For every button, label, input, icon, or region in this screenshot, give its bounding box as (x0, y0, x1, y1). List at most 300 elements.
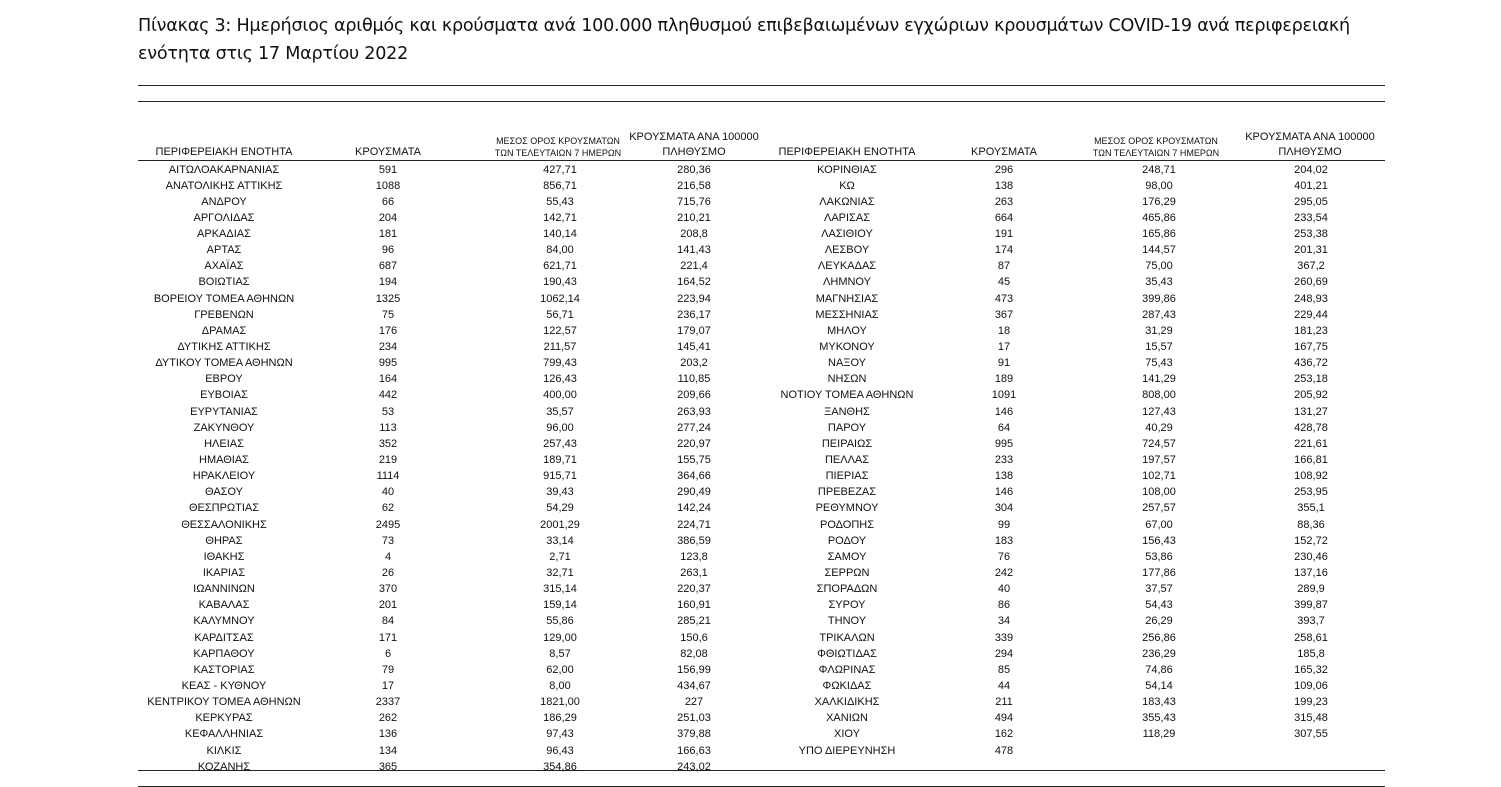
cases-cell: 995 (378, 357, 398, 370)
region-cell: ΑΙΤΩΛΟΑΚΑΡΝΑΝΙΑΣ (168, 163, 280, 176)
right-table-row (0, 307, 1501, 323)
region-cell: ΛΕΥΚΑΔΑΣ (817, 260, 877, 273)
cases-cell: 79 (381, 663, 395, 676)
right-table-row (0, 500, 1501, 516)
per100k-cell: 156,99 (677, 663, 711, 676)
right-table-row (0, 226, 1501, 242)
avg-cell: 621,71 (543, 260, 577, 273)
region-cell: ΛΑΚΩΝΙΑΣ (819, 195, 875, 208)
per100k-cell: 223,94 (677, 292, 711, 305)
per100k-cell: 260,69 (1294, 276, 1328, 289)
region-cell: ΔΥΤΙΚΟΥ ΤΟΜΕΑ ΑΘΗΝΩΝ (155, 357, 293, 370)
avg-cell: 32,71 (546, 567, 574, 580)
region-cell: ΧΙΟΥ (834, 728, 860, 741)
region-cell: ΧΑΛΚΙΔΙΚΗΣ (814, 696, 880, 709)
region-cell: ΜΕΣΣΗΝΙΑΣ (815, 308, 879, 321)
cases-cell: 138 (994, 470, 1014, 483)
right-table-row (0, 678, 1501, 694)
avg-cell: 98,00 (1145, 179, 1173, 192)
avg-cell: 55,86 (546, 615, 574, 628)
region-cell: ΙΘΑΚΗΣ (203, 550, 245, 563)
region-cell: ΦΘΙΩΤΙΔΑΣ (817, 647, 877, 660)
per100k-cell: 251,03 (677, 712, 711, 725)
cases-cell: 66 (381, 195, 395, 208)
header-cases-left: ΚΡΟΥΣΜΑΤΑ (355, 146, 421, 158)
per100k-cell: 295,05 (1294, 195, 1328, 208)
cases-cell: 494 (994, 712, 1014, 725)
region-cell: ΑΡΤΑΣ (206, 244, 242, 257)
per100k-cell: 152,72 (1294, 534, 1328, 547)
right-table-row (0, 468, 1501, 484)
per100k-cell: 145,41 (677, 341, 711, 354)
region-cell: ΗΛΕΙΑΣ (204, 437, 244, 450)
cases-cell: 296 (994, 163, 1014, 176)
per100k-cell: 221,61 (1294, 437, 1328, 450)
per100k-cell: 434,67 (677, 680, 711, 692)
avg-cell: 287,43 (1142, 308, 1176, 321)
avg-cell: 54,14 (1145, 680, 1173, 692)
avg-cell: 39,43 (546, 486, 574, 499)
right-table-row (0, 549, 1501, 565)
avg-cell: 315,14 (543, 583, 577, 596)
per100k-cell: 150,6 (680, 631, 708, 644)
avg-cell: 102,71 (1142, 470, 1176, 483)
cases-cell: 367 (994, 308, 1014, 321)
avg-cell: 465,86 (1142, 211, 1176, 224)
table-title: Πίνακας 3: Ημερήσιος αριθμός και κρούσματα ανά 100.000 πληθυσμού επιβεβαιωμένων εγχώριων κρουσμάτων COVID-19 ανά περιφερειακή ενότητα στις 17 Μαρτίου 2022 (138, 16, 1350, 64)
region-cell: ΣΑΜΟΥ (827, 550, 867, 563)
per100k-cell: 204,02 (1294, 163, 1328, 176)
right-table-row (0, 178, 1501, 194)
cases-cell: 86 (997, 599, 1011, 612)
avg-cell: 74,86 (1145, 663, 1173, 676)
region-cell: ΜΥΚΟΝΟΥ (819, 341, 875, 354)
region-cell: ΛΗΜΝΟΥ (823, 276, 871, 289)
cases-cell: 478 (994, 744, 1014, 757)
avg-cell: 122,57 (543, 324, 577, 337)
cases-cell: 40 (997, 583, 1011, 596)
cases-cell: 201 (378, 599, 398, 612)
region-cell: ΚΕΝΤΡΙΚΟΥ ΤΟΜΕΑ ΑΘΗΝΩΝ (147, 696, 301, 709)
per100k-cell: 210,21 (677, 211, 711, 224)
right-table-row (0, 436, 1501, 452)
region-cell: ΙΩΑΝΝΙΝΩΝ (193, 583, 255, 596)
avg-cell: 256,86 (1142, 631, 1176, 644)
right-table-row (0, 387, 1501, 403)
region-cell: ΝΗΣΩΝ (827, 373, 867, 386)
region-cell: ΕΒΡΟΥ (205, 373, 243, 386)
avg-cell: 1062,14 (540, 292, 580, 305)
region-cell: ΕΥΒΟΙΑΣ (200, 389, 248, 402)
avg-cell: 400,00 (543, 389, 577, 402)
per100k-cell: 185,8 (1297, 647, 1325, 660)
right-table-row (0, 613, 1501, 629)
right-table-row (0, 274, 1501, 290)
cases-cell: 164 (378, 373, 398, 386)
cases-cell: 171 (378, 631, 398, 644)
region-cell: ΚΕΡΚΥΡΑΣ (195, 712, 253, 725)
avg-cell: 183,43 (1142, 696, 1176, 709)
region-cell: ΥΠΟ ΔΙΕΡΕΥΝΗΣΗ (798, 744, 896, 757)
region-cell: ΘΕΣΣΑΛΟΝΙΚΗΣ (181, 518, 267, 531)
per100k-cell: 167,75 (1294, 341, 1328, 354)
region-cell: ΑΝΑΤΟΛΙΚΗΣ ΑΤΤΙΚΗΣ (165, 179, 283, 192)
region-cell: ΠΑΡΟΥ (827, 421, 867, 434)
cases-cell: 75 (381, 308, 395, 321)
cases-cell: 1088 (375, 179, 401, 192)
avg-cell: 54,29 (546, 502, 574, 515)
avg-cell: 354,86 (543, 760, 577, 773)
avg-cell: 176,29 (1142, 195, 1176, 208)
per100k-cell: 364,66 (677, 470, 711, 483)
avg-cell: 142,71 (543, 211, 577, 224)
cases-cell: 191 (994, 228, 1014, 241)
region-cell: ΠΕΙΡΑΙΩΣ (821, 437, 873, 450)
per100k-cell: 280,36 (677, 163, 711, 176)
cases-cell: 85 (997, 663, 1011, 676)
cases-cell: 174 (994, 244, 1014, 257)
right-table-row (0, 258, 1501, 274)
region-cell: ΛΕΣΒΟΥ (824, 244, 870, 257)
region-cell: ΞΑΝΘΗΣ (824, 405, 870, 418)
per100k-cell: 243,02 (677, 760, 711, 773)
per100k-cell: 209,66 (677, 389, 711, 402)
cases-cell: 162 (994, 728, 1014, 741)
right-table-row (0, 210, 1501, 226)
region-cell: ΣΠΟΡΑΔΩΝ (816, 583, 878, 596)
right-table-row (0, 565, 1501, 581)
right-table-row (0, 630, 1501, 646)
per100k-cell: 289,9 (1297, 583, 1325, 596)
cases-cell: 91 (997, 357, 1011, 370)
avg-cell: 257,57 (1142, 502, 1176, 515)
avg-cell: 26,29 (1145, 615, 1173, 628)
cases-cell: 304 (994, 502, 1014, 515)
region-cell: ΣΥΡΟΥ (828, 599, 866, 612)
region-cell: ΠΕΛΛΑΣ (824, 454, 870, 467)
cases-cell: 176 (378, 324, 398, 337)
avg-cell: 189,71 (543, 454, 577, 467)
cases-cell: 1325 (375, 292, 401, 305)
cases-cell: 18 (997, 324, 1011, 337)
per100k-cell: 253,18 (1294, 373, 1328, 386)
region-cell: ΗΜΑΘΙΑΣ (199, 454, 249, 467)
per100k-cell: 160,91 (677, 599, 711, 612)
cases-cell: 370 (378, 583, 398, 596)
per100k-cell: 220,37 (677, 583, 711, 596)
region-cell: ΑΡΓΟΛΙΔΑΣ (193, 211, 255, 224)
cases-cell: 134 (378, 744, 398, 757)
avg-cell: 355,43 (1142, 712, 1176, 725)
region-cell: ΚΑΡΠΑΘΟΥ (193, 647, 255, 660)
header-region-right: ΠΕΡΙΦΕΡΕΙΑΚΗ ΕΝΟΤΗΤΑ (778, 146, 916, 158)
per100k-cell: 229,44 (1294, 308, 1328, 321)
cases-cell: 591 (378, 163, 398, 176)
per100k-cell: 131,27 (1294, 405, 1328, 418)
per100k-cell: 203,2 (680, 357, 708, 370)
per100k-cell: 277,24 (677, 421, 711, 434)
cases-cell: 234 (378, 341, 398, 354)
avg-cell: 55,43 (546, 195, 574, 208)
per100k-cell: 110,85 (677, 373, 711, 386)
region-cell: ΤΗΝΟΥ (827, 615, 867, 628)
avg-cell: 257,43 (543, 437, 577, 450)
per100k-cell: 263,1 (680, 567, 708, 580)
avg-cell: 140,14 (543, 228, 577, 241)
header-avg-right-1: ΜΕΣΟΣ ΟΡΟΣ ΚΡΟΥΣΜΑΤΩΝ (1094, 136, 1218, 146)
per100k-cell: 142,24 (677, 502, 711, 515)
per100k-cell: 201,31 (1294, 244, 1328, 257)
cases-cell: 687 (378, 260, 398, 273)
avg-cell: 1821,00 (540, 696, 580, 709)
avg-cell: 808,00 (1142, 389, 1176, 402)
per100k-cell: 393,7 (1297, 615, 1325, 628)
right-table-row (0, 339, 1501, 355)
avg-cell: 165,86 (1142, 228, 1176, 241)
per100k-cell: 233,54 (1294, 211, 1328, 224)
cases-cell: 99 (997, 518, 1011, 531)
per100k-cell: 221,4 (680, 260, 708, 273)
region-cell: ΡΟΔΟΠΗΣ (819, 518, 875, 531)
region-cell: ΚΟΖΑΝΗΣ (197, 760, 251, 773)
per100k-cell: 165,32 (1294, 663, 1328, 676)
cases-cell: 262 (378, 712, 398, 725)
region-cell: ΙΚΑΡΙΑΣ (202, 567, 246, 580)
right-table (0, 162, 1501, 759)
avg-cell: 177,86 (1142, 567, 1176, 580)
avg-cell: 33,14 (546, 534, 574, 547)
per100k-cell: 220,97 (677, 437, 711, 450)
right-table-row (0, 517, 1501, 533)
cases-cell: 76 (997, 550, 1011, 563)
avg-cell: 2,71 (549, 550, 571, 563)
cases-cell: 96 (381, 244, 395, 257)
per100k-cell: 285,21 (677, 615, 711, 628)
left-table-row (0, 759, 760, 775)
cases-cell: 136 (378, 728, 398, 741)
cases-cell: 442 (378, 389, 398, 402)
avg-cell: 62,00 (546, 663, 574, 676)
per100k-cell: 216,58 (677, 179, 711, 192)
region-cell: ΘΕΣΠΡΩΤΙΑΣ (188, 502, 260, 515)
cases-cell: 17 (381, 680, 395, 692)
region-cell: ΕΥΡΥΤΑΝΙΑΣ (190, 405, 258, 418)
right-table-row (0, 452, 1501, 468)
avg-cell: 108,00 (1142, 486, 1176, 499)
region-cell: ΚΑΛΥΜΝΟΥ (193, 615, 255, 628)
cases-cell: 17 (997, 341, 1011, 354)
cases-cell: 242 (994, 567, 1014, 580)
cases-cell: 146 (994, 405, 1014, 418)
per100k-cell: 199,23 (1294, 696, 1328, 709)
cases-cell: 664 (994, 211, 1014, 224)
per100k-cell: 253,95 (1294, 486, 1328, 499)
right-table-row (0, 404, 1501, 420)
header-avg-right-2: ΤΩΝ ΤΕΛΕΥΤΑΙΩΝ 7 ΗΜΕΡΩΝ (1092, 148, 1220, 158)
cases-cell: 183 (994, 534, 1014, 547)
region-cell: ΔΥΤΙΚΗΣ ΑΤΤΙΚΗΣ (177, 341, 271, 354)
cases-cell: 365 (378, 760, 398, 773)
right-table-row (0, 194, 1501, 210)
cases-cell: 339 (994, 631, 1014, 644)
region-cell: ΡΕΘΥΜΝΟΥ (815, 502, 879, 515)
region-cell: ΧΑΝΙΩΝ (826, 712, 868, 725)
avg-cell: 399,86 (1142, 292, 1176, 305)
cases-cell: 53 (381, 405, 395, 418)
cases-cell: 34 (997, 615, 1011, 628)
header-avg-left-2: ΤΩΝ ΤΕΛΕΥΤΑΙΩΝ 7 ΗΜΕΡΩΝ (494, 148, 622, 158)
avg-cell: 197,57 (1142, 454, 1176, 467)
avg-cell: 75,43 (1145, 357, 1173, 370)
region-cell: ΖΑΚΥΝΘΟΥ (193, 421, 255, 434)
per100k-cell: 137,16 (1294, 567, 1328, 580)
avg-cell: 96,43 (546, 744, 574, 757)
region-cell: ΝΟΤΙΟΥ ΤΟΜΕΑ ΑΘΗΝΩΝ (780, 389, 914, 402)
header-avg-left-1: ΜΕΣΟΣ ΟΡΟΣ ΚΡΟΥΣΜΑΤΩΝ (496, 136, 620, 146)
region-cell: ΚΩ (839, 179, 855, 192)
region-cell: ΠΡΕΒΕΖΑΣ (817, 486, 877, 499)
per100k-cell: 355,1 (1297, 502, 1325, 515)
per100k-cell: 258,61 (1294, 631, 1328, 644)
per100k-cell: 179,07 (677, 324, 711, 337)
header-per100k-right-2: ΠΛΗΘΥΣΜΟ (1278, 146, 1342, 158)
per100k-cell: 205,92 (1294, 389, 1328, 402)
per100k-cell: 227 (684, 696, 704, 709)
region-cell: ΒΟΙΩΤΙΑΣ (198, 276, 250, 289)
avg-cell: 8,00 (549, 680, 571, 692)
region-cell: ΤΡΙΚΑΛΩΝ (819, 631, 875, 644)
region-cell: ΜΗΛΟΥ (827, 324, 867, 337)
per100k-cell: 290,49 (677, 486, 711, 499)
avg-cell: 156,43 (1142, 534, 1176, 547)
right-table-row (0, 533, 1501, 549)
per100k-cell: 88,36 (1297, 518, 1325, 531)
per100k-cell: 263,93 (677, 405, 711, 418)
header-per100k-right-1: ΚΡΟΥΣΜΑΤΑ ΑΝΑ 100000 (1245, 131, 1375, 143)
avg-cell: 211,57 (543, 341, 577, 354)
avg-cell: 159,14 (543, 599, 577, 612)
per100k-cell: 401,21 (1294, 179, 1328, 192)
per100k-cell: 166,63 (677, 744, 711, 757)
region-cell: ΝΑΞΟΥ (828, 357, 866, 370)
per100k-cell: 379,88 (677, 728, 711, 741)
region-cell: ΑΝΔΡΟΥ (201, 195, 247, 208)
right-table-row (0, 710, 1501, 726)
per100k-cell: 155,75 (677, 454, 711, 467)
right-table-row (0, 420, 1501, 436)
avg-cell: 53,86 (1145, 550, 1173, 563)
right-table-row (0, 323, 1501, 339)
per100k-cell: 108,92 (1294, 470, 1328, 483)
region-cell: ΚΕΦΑΛΛΗΝΙΑΣ (184, 728, 264, 741)
avg-cell: 915,71 (543, 470, 577, 483)
per100k-cell: 164,52 (677, 276, 711, 289)
per100k-cell: 181,23 (1294, 324, 1328, 337)
avg-cell: 190,43 (543, 276, 577, 289)
avg-cell: 75,00 (1145, 260, 1173, 273)
cases-cell: 64 (997, 421, 1011, 434)
avg-cell: 97,43 (546, 728, 574, 741)
cases-cell: 87 (997, 260, 1011, 273)
cases-cell: 352 (378, 437, 398, 450)
region-cell: ΔΡΑΜΑΣ (201, 324, 247, 337)
avg-cell: 129,00 (543, 631, 577, 644)
region-cell: ΜΑΓΝΗΣΙΑΣ (815, 292, 879, 305)
avg-cell: 799,43 (543, 357, 577, 370)
cases-cell: 2495 (375, 518, 401, 531)
cases-cell: 146 (994, 486, 1014, 499)
region-cell: ΚΙΛΚΙΣ (206, 744, 242, 757)
top-rule (138, 85, 1385, 86)
per100k-cell: 428,78 (1294, 421, 1328, 434)
header-cases-right: ΚΡΟΥΣΜΑΤΑ (971, 146, 1037, 158)
right-table-row (0, 162, 1501, 178)
cases-cell: 4 (384, 550, 392, 563)
right-table-row (0, 355, 1501, 371)
right-table-row (0, 242, 1501, 258)
cases-cell: 1091 (991, 389, 1017, 402)
right-table-row (0, 484, 1501, 500)
per100k-cell: 123,8 (680, 550, 708, 563)
cases-cell: 62 (381, 502, 395, 515)
header-per100k-left-1: ΚΡΟΥΣΜΑΤΑ ΑΝΑ 100000 (629, 131, 759, 143)
region-cell: ΛΑΣΙΘΙΟΥ (821, 228, 873, 241)
region-cell: ΑΧΑΪΑΣ (204, 260, 244, 273)
cases-cell: 189 (994, 373, 1014, 386)
header-region-left: ΠΕΡΙΦΕΡΕΙΑΚΗ ΕΝΟΤΗΤΑ (155, 146, 293, 158)
region-cell: ΦΛΩΡΙΝΑΣ (818, 663, 876, 676)
cases-cell: 233 (994, 454, 1014, 467)
avg-cell: 35,43 (1145, 276, 1173, 289)
region-cell: ΦΩΚΙΔΑΣ (822, 680, 872, 692)
cases-cell: 45 (997, 276, 1011, 289)
avg-cell: 96,00 (546, 421, 574, 434)
per100k-cell: 224,71 (677, 518, 711, 531)
cases-cell: 84 (381, 615, 395, 628)
cases-cell: 995 (994, 437, 1014, 450)
cases-cell: 294 (994, 647, 1014, 660)
per100k-cell: 436,72 (1294, 357, 1328, 370)
avg-cell: 118,29 (1142, 728, 1176, 741)
right-table-row (0, 662, 1501, 678)
region-cell: ΗΡΑΚΛΕΙΟΥ (192, 470, 256, 483)
avg-cell: 248,71 (1142, 163, 1176, 176)
per100k-cell: 315,48 (1294, 712, 1328, 725)
right-table-row (0, 726, 1501, 742)
region-cell: ΘΗΡΑΣ (205, 534, 243, 547)
avg-cell: 724,57 (1142, 437, 1176, 450)
region-cell: ΘΑΣΟΥ (204, 486, 244, 499)
avg-cell: 126,43 (543, 373, 577, 386)
right-table-row (0, 694, 1501, 710)
per100k-cell: 208,8 (680, 228, 708, 241)
avg-cell: 54,43 (1145, 599, 1173, 612)
cases-cell: 194 (378, 276, 398, 289)
region-cell: ΣΕΡΡΩΝ (824, 567, 870, 580)
region-cell: ΡΟΔΟΥ (827, 534, 867, 547)
avg-cell: 236,29 (1142, 647, 1176, 660)
region-cell: ΚΑΒΑΛΑΣ (198, 599, 250, 612)
right-table-row (0, 597, 1501, 613)
cases-cell: 211 (995, 696, 1013, 709)
right-table-row (0, 371, 1501, 387)
header-top-rule (138, 101, 1385, 102)
cases-cell: 44 (997, 680, 1011, 692)
avg-cell: 31,29 (1145, 324, 1173, 337)
region-cell: ΛΑΡΙΣΑΣ (823, 211, 870, 224)
cases-cell: 26 (381, 567, 395, 580)
region-cell: ΑΡΚΑΔΙΑΣ (197, 228, 251, 241)
